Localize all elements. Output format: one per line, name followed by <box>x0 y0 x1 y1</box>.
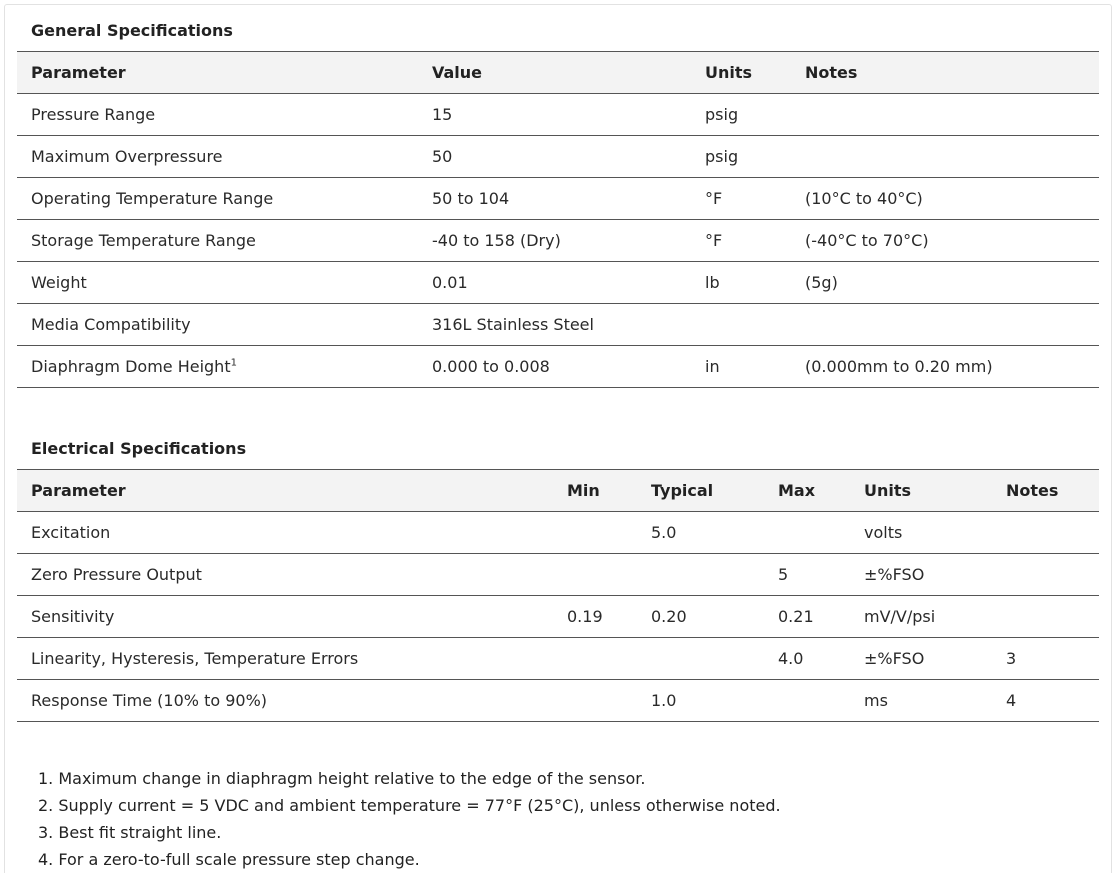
table-row <box>17 596 1099 638</box>
header-parameter: Parameter <box>17 52 418 94</box>
cell-min <box>553 554 637 596</box>
cell-min <box>553 680 637 722</box>
cell-notes <box>992 554 1099 596</box>
header-parameter: Parameter <box>17 470 553 512</box>
table-row <box>17 680 1099 722</box>
table-row <box>17 136 1099 178</box>
header-min: Min <box>553 470 637 512</box>
cell-parameter: Linearity, Hysteresis, Temperature Errors <box>17 638 553 680</box>
cell-units: volts <box>850 512 992 554</box>
cell-typical: 5.0 <box>637 512 764 554</box>
table-row <box>17 304 1099 346</box>
cell-max: 4.0 <box>764 638 850 680</box>
cell-notes <box>992 512 1099 554</box>
footnote-item: 2. Supply current = 5 VDC and ambient temperature = 77°F (25°C), unless otherwise noted. <box>38 796 781 815</box>
header-typical: Typical <box>637 470 764 512</box>
cell-notes: 3 <box>992 638 1099 680</box>
cell-value: 316L Stainless Steel <box>418 304 691 346</box>
cell-min <box>553 638 637 680</box>
table-row <box>17 220 1099 262</box>
footnote-ref: 1 <box>230 357 237 369</box>
cell-typical: 1.0 <box>637 680 764 722</box>
cell-parameter: Pressure Range <box>17 94 418 136</box>
cell-min: 0.19 <box>553 596 637 638</box>
cell-parameter: Media Compatibility <box>17 304 418 346</box>
cell-typical: 0.20 <box>637 596 764 638</box>
cell-notes <box>791 304 1099 346</box>
general-specifications-section <box>17 5 1099 388</box>
table-row <box>17 346 1099 388</box>
electrical-specifications-section <box>17 423 1099 722</box>
footnote-item: 3. Best fit straight line. <box>38 823 222 842</box>
cell-parameter: Excitation <box>17 512 553 554</box>
cell-value: 0.000 to 0.008 <box>418 346 691 388</box>
cell-value: 50 to 104 <box>418 178 691 220</box>
general-specifications-table <box>17 51 1099 388</box>
cell-value: 15 <box>418 94 691 136</box>
cell-min <box>553 512 637 554</box>
cell-max: 0.21 <box>764 596 850 638</box>
header-notes: Notes <box>791 52 1099 94</box>
cell-typical <box>637 638 764 680</box>
cell-notes: (10°C to 40°C) <box>791 178 1099 220</box>
cell-units: psig <box>691 94 791 136</box>
cell-parameter: Operating Temperature Range <box>17 178 418 220</box>
header-units: Units <box>850 470 992 512</box>
cell-units: psig <box>691 136 791 178</box>
header-units: Units <box>691 52 791 94</box>
cell-parameter: Maximum Overpressure <box>17 136 418 178</box>
table-row <box>17 178 1099 220</box>
cell-max <box>764 512 850 554</box>
cell-value: -40 to 158 (Dry) <box>418 220 691 262</box>
cell-notes <box>992 596 1099 638</box>
cell-parameter <box>17 346 418 388</box>
header-notes: Notes <box>992 470 1099 512</box>
cell-value: 0.01 <box>418 262 691 304</box>
general-specifications-title: General Specifications <box>31 21 233 40</box>
cell-units: ±%FSO <box>850 554 992 596</box>
cell-units: ms <box>850 680 992 722</box>
table-row <box>17 554 1099 596</box>
cell-typical <box>637 554 764 596</box>
footnote-item: 1. Maximum change in diaphragm height relative to the edge of the sensor. <box>38 769 646 788</box>
cell-value: 50 <box>418 136 691 178</box>
cell-units: mV/V/psi <box>850 596 992 638</box>
cell-parameter: Response Time (10% to 90%) <box>17 680 553 722</box>
cell-notes: (-40°C to 70°C) <box>791 220 1099 262</box>
cell-units: ±%FSO <box>850 638 992 680</box>
table-row <box>17 512 1099 554</box>
electrical-specifications-table <box>17 469 1099 722</box>
header-value: Value <box>418 52 691 94</box>
header-max: Max <box>764 470 850 512</box>
cell-notes: 4 <box>992 680 1099 722</box>
cell-notes <box>791 136 1099 178</box>
cell-units: in <box>691 346 791 388</box>
cell-units: °F <box>691 220 791 262</box>
footnotes-list <box>38 765 781 873</box>
cell-units: lb <box>691 262 791 304</box>
cell-notes: (5g) <box>791 262 1099 304</box>
table-row <box>17 638 1099 680</box>
table-header-row <box>17 470 1099 512</box>
table-row <box>17 94 1099 136</box>
parameter-text: Diaphragm Dome Height <box>31 357 231 376</box>
spec-card <box>4 4 1112 873</box>
cell-units: °F <box>691 178 791 220</box>
cell-parameter: Zero Pressure Output <box>17 554 553 596</box>
table-row <box>17 262 1099 304</box>
footnote-item: 4. For a zero-to-full scale pressure step change. <box>38 850 420 869</box>
electrical-specifications-title: Electrical Specifications <box>31 439 247 458</box>
cell-notes: (0.000mm to 0.20 mm) <box>791 346 1099 388</box>
cell-units <box>691 304 791 346</box>
cell-notes <box>791 94 1099 136</box>
cell-parameter: Storage Temperature Range <box>17 220 418 262</box>
cell-parameter: Sensitivity <box>17 596 553 638</box>
cell-parameter: Weight <box>17 262 418 304</box>
cell-max <box>764 680 850 722</box>
cell-max: 5 <box>764 554 850 596</box>
table-header-row <box>17 52 1099 94</box>
